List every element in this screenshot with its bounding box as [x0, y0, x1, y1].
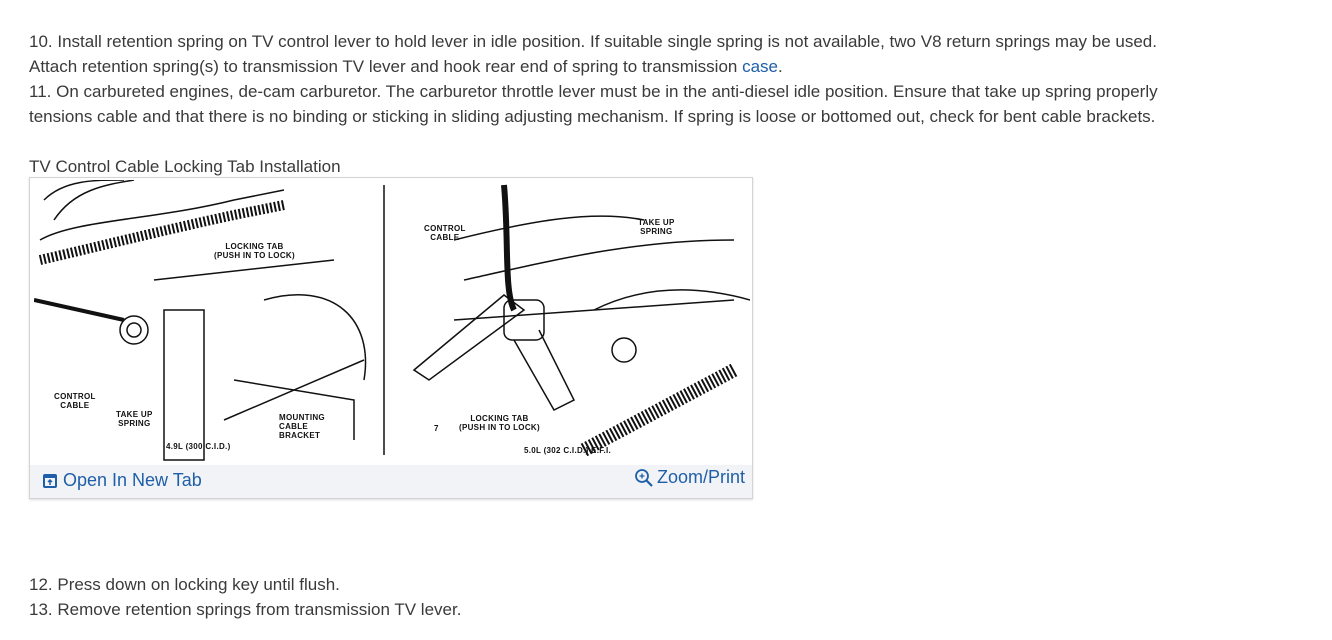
- zoom-print-label: Zoom/Print: [656, 467, 745, 487]
- step-10-line-2: [29, 54, 783, 79]
- label-mounting-bracket: MOUNTING CABLE BRACKET: [279, 413, 325, 440]
- zoom-print-button[interactable]: [634, 467, 745, 488]
- period: .: [778, 57, 783, 76]
- step-11-line-1: 11. On carbureted engines, de-cam carburetor. The carburetor throttle lever must be in the anti-diesel idle position. Ensure that take up spring properly: [29, 82, 1158, 101]
- figure-toolbar: [30, 465, 752, 498]
- step-11-line-2: tensions cable and that there is no binding or sticking in sliding adjusting mechanism. If spring is loose or bottomed out, check for bent cable brackets.: [29, 107, 1156, 126]
- label-engine-left: 4.9L (300 C.I.D.): [166, 442, 231, 451]
- open-new-tab-icon: [43, 474, 57, 488]
- label-take-up-spring-right: TAKE UP SPRING: [638, 218, 675, 236]
- figure-caption: TV Control Cable Locking Tab Installation: [29, 157, 341, 176]
- label-control-cable-right: CONTROL CABLE: [424, 224, 466, 242]
- step-10-text: Attach retention spring(s) to transmission TV lever and hook rear end of spring to transmission: [29, 57, 743, 76]
- zoom-in-icon: [634, 468, 654, 488]
- label-locking-tab-right: LOCKING TAB (PUSH IN TO LOCK): [459, 414, 540, 432]
- open-in-new-tab-label: Open In New Tab: [63, 470, 202, 490]
- label-seven: 7: [434, 424, 439, 433]
- label-engine-right: 5.0L (302 C.I.D.) E.F.I.: [524, 446, 612, 455]
- diagram-image[interactable]: [34, 180, 750, 463]
- step-13: 13. Remove retention springs from transmission TV lever.: [29, 600, 462, 619]
- step-10-line-1: 10. Install retention spring on TV control lever to hold lever in idle position. If suitable single spring is not available, two V8 return springs may be used.: [29, 32, 1157, 51]
- open-in-new-tab-button[interactable]: [43, 470, 202, 491]
- label-take-up-spring-left: TAKE UP SPRING: [116, 410, 153, 428]
- case-link[interactable]: case: [742, 57, 779, 76]
- step-12: 12. Press down on locking key until flush.: [29, 575, 340, 594]
- label-locking-tab-left: LOCKING TAB (PUSH IN TO LOCK): [214, 242, 295, 260]
- label-control-cable-left: CONTROL CABLE: [54, 392, 96, 410]
- figure-card: [29, 177, 753, 499]
